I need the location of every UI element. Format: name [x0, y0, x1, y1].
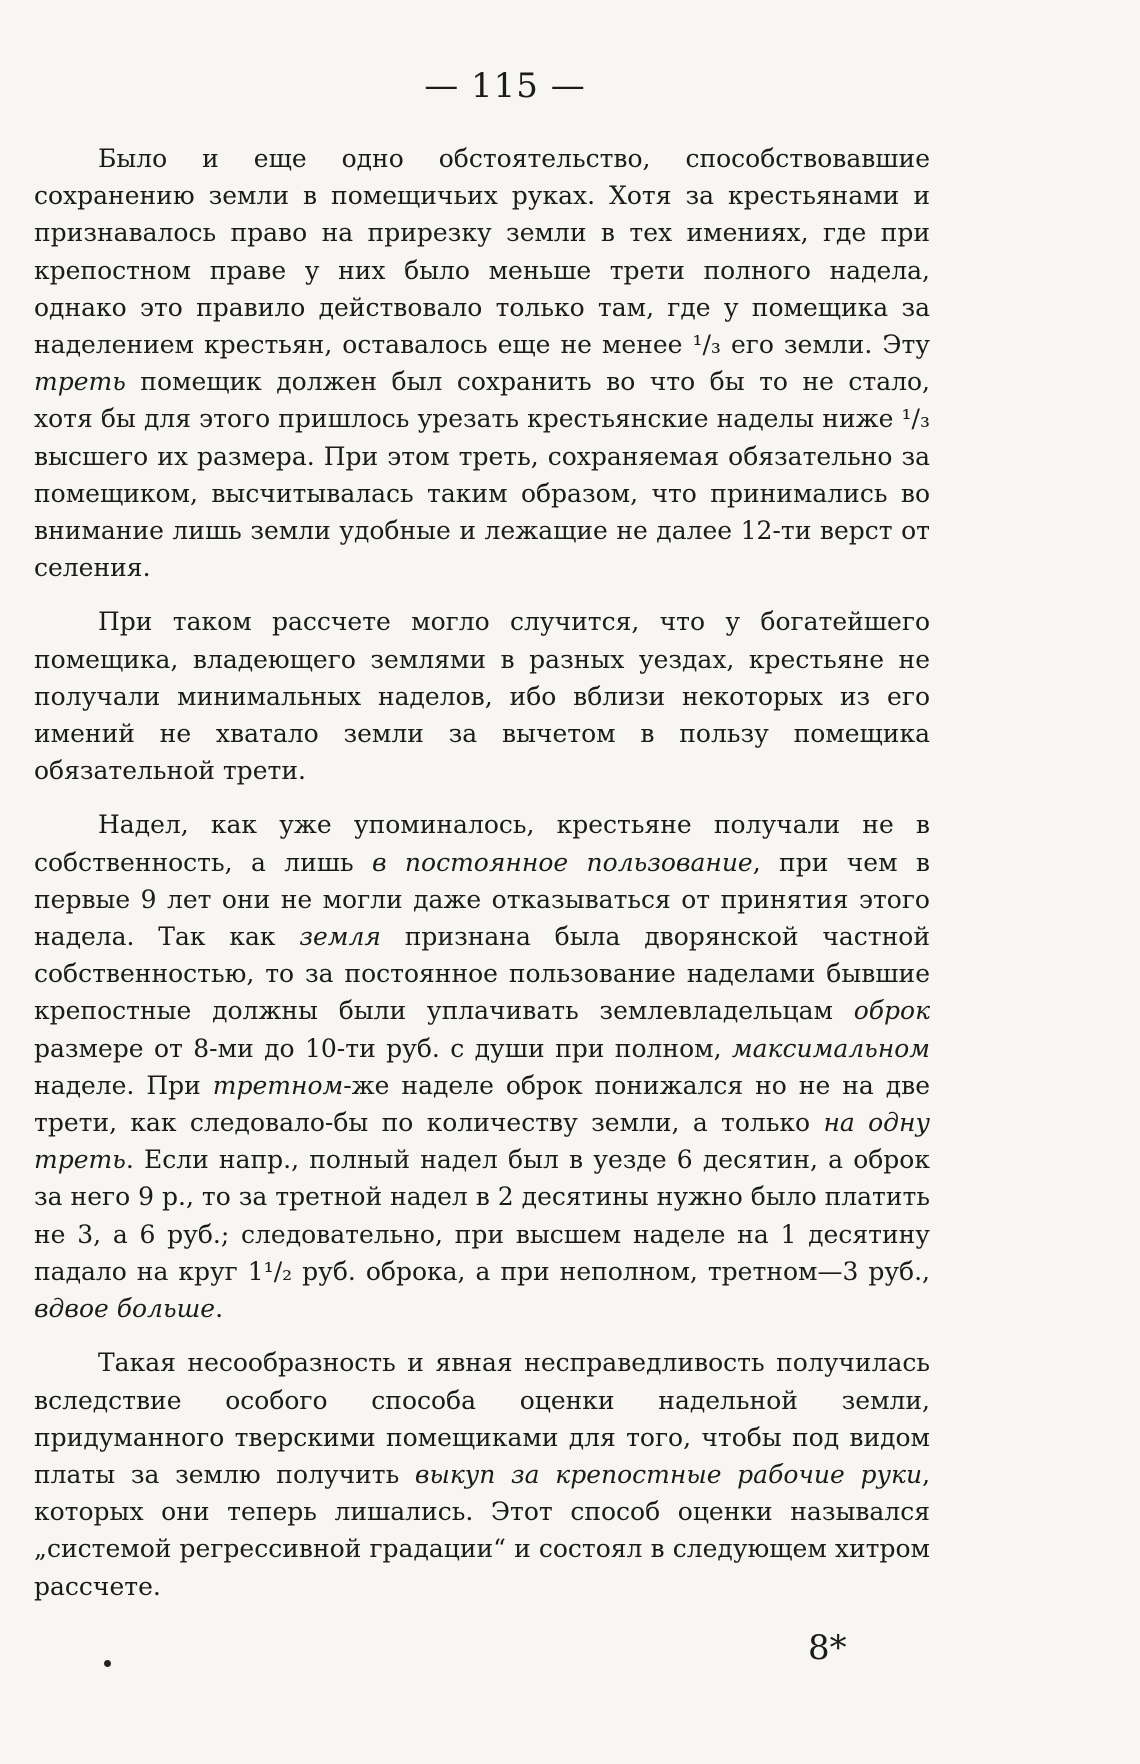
text-run: Было и еще одно обстоятельство, способствовавшие сохранению земли в помещичьих руках. Хотя за крестьянами и признавалось право на прирезку земли в тех имениях, где при крепостном праве у них было меньше трети полного надела, однако это правило действовало только там, где у помещика за наделением крестьян, оставалось еще не менее: [34, 144, 930, 360]
text-run-italic: максимальном: [731, 1033, 930, 1063]
print-speck: [104, 1660, 111, 1667]
text-run: Надел, как уже упоминалось, крестьяне получали не в собственность, а лишь: [34, 810, 930, 877]
text-run-italic: третном: [212, 1070, 344, 1100]
text-run: , при чем в первые 9 лет они не могли даже отказываться от принятия этого надела. Так как: [34, 847, 930, 952]
page-number: — 115 —: [424, 66, 586, 106]
paragraph-2: [34, 603, 930, 789]
body-text: [34, 140, 930, 1605]
text-run: наделе. При: [34, 1070, 213, 1100]
text-run: ¹/₃: [692, 330, 721, 360]
paragraph-1: [34, 140, 930, 586]
text-run: .: [215, 1294, 224, 1324]
text-run: помещик должен был сохранить во что бы то не стало, хотя бы для этого пришлось урезать крестьянские наделы ниже ¹/₃ высшего их размера. При этом треть, сохраняемая обязательно за помещиком, высчитывалась таким образом, что принимались во внимание лишь земли удобные и лежащие не далее 12-ти верст от селения.: [34, 367, 930, 583]
text-run: размере от 8-ми до 10-ти руб. с души при полном,: [34, 1033, 732, 1063]
text-run: , которых они теперь лишались. Этот способ оценки назывался „системой регрессивной градации“ и состоял в следующем хитром рассчете.: [34, 1459, 931, 1601]
text-run: . Если напр., полный надел был в уезде 6 десятин, а оброк за него 9 р., то за третной надел в 2 десятины нужно было платить не 3, а 6 руб.; следовательно, при высшем наделе на 1 десятину падало на круг 1¹/₂ руб. оброка, а при неполном, третном—3 руб.,: [34, 1145, 930, 1286]
text-run: его земли. Эту: [720, 330, 930, 360]
text-run-italic: земля: [299, 922, 381, 952]
text-run: Такая несообразность и явная несправедливость получилась вследствие особого способа оценки надельной земли, придуманного тверскими помещиками для того, чтобы под видом платы за землю получить: [34, 1348, 930, 1489]
text-run-italic: вдвое больше: [34, 1294, 216, 1324]
text-run-italic: на одну треть: [34, 1108, 930, 1175]
text-run-italic: оброк: [853, 996, 930, 1026]
signature-mark: 8*: [808, 1628, 847, 1668]
text-run: При таком рассчете могло случится, что у богатейшего помещика, владеющего землями в разных уездах, крестьяне не получали минимальных наделов, ибо вблизи некоторых из его имений не хватало земли за вычетом в пользу помещика обязательной трети.: [34, 607, 930, 786]
paragraph-3: [34, 806, 930, 1327]
text-run-italic: выкуп за крепостные рабочие руки: [414, 1459, 923, 1489]
paragraph-4: [34, 1344, 930, 1604]
text-run-italic: в постоянное пользование: [372, 847, 753, 877]
text-run: -же наделе оброк понижался но не на две трети, как следовало-бы по количеству земли, а только: [34, 1070, 930, 1138]
text-run-italic: треть: [34, 367, 126, 397]
text-run: признана была дворянской частной собственностью, то за постоянное пользование наделами бывшие крепостные должны были уплачивать землевладельцам: [34, 922, 930, 1026]
